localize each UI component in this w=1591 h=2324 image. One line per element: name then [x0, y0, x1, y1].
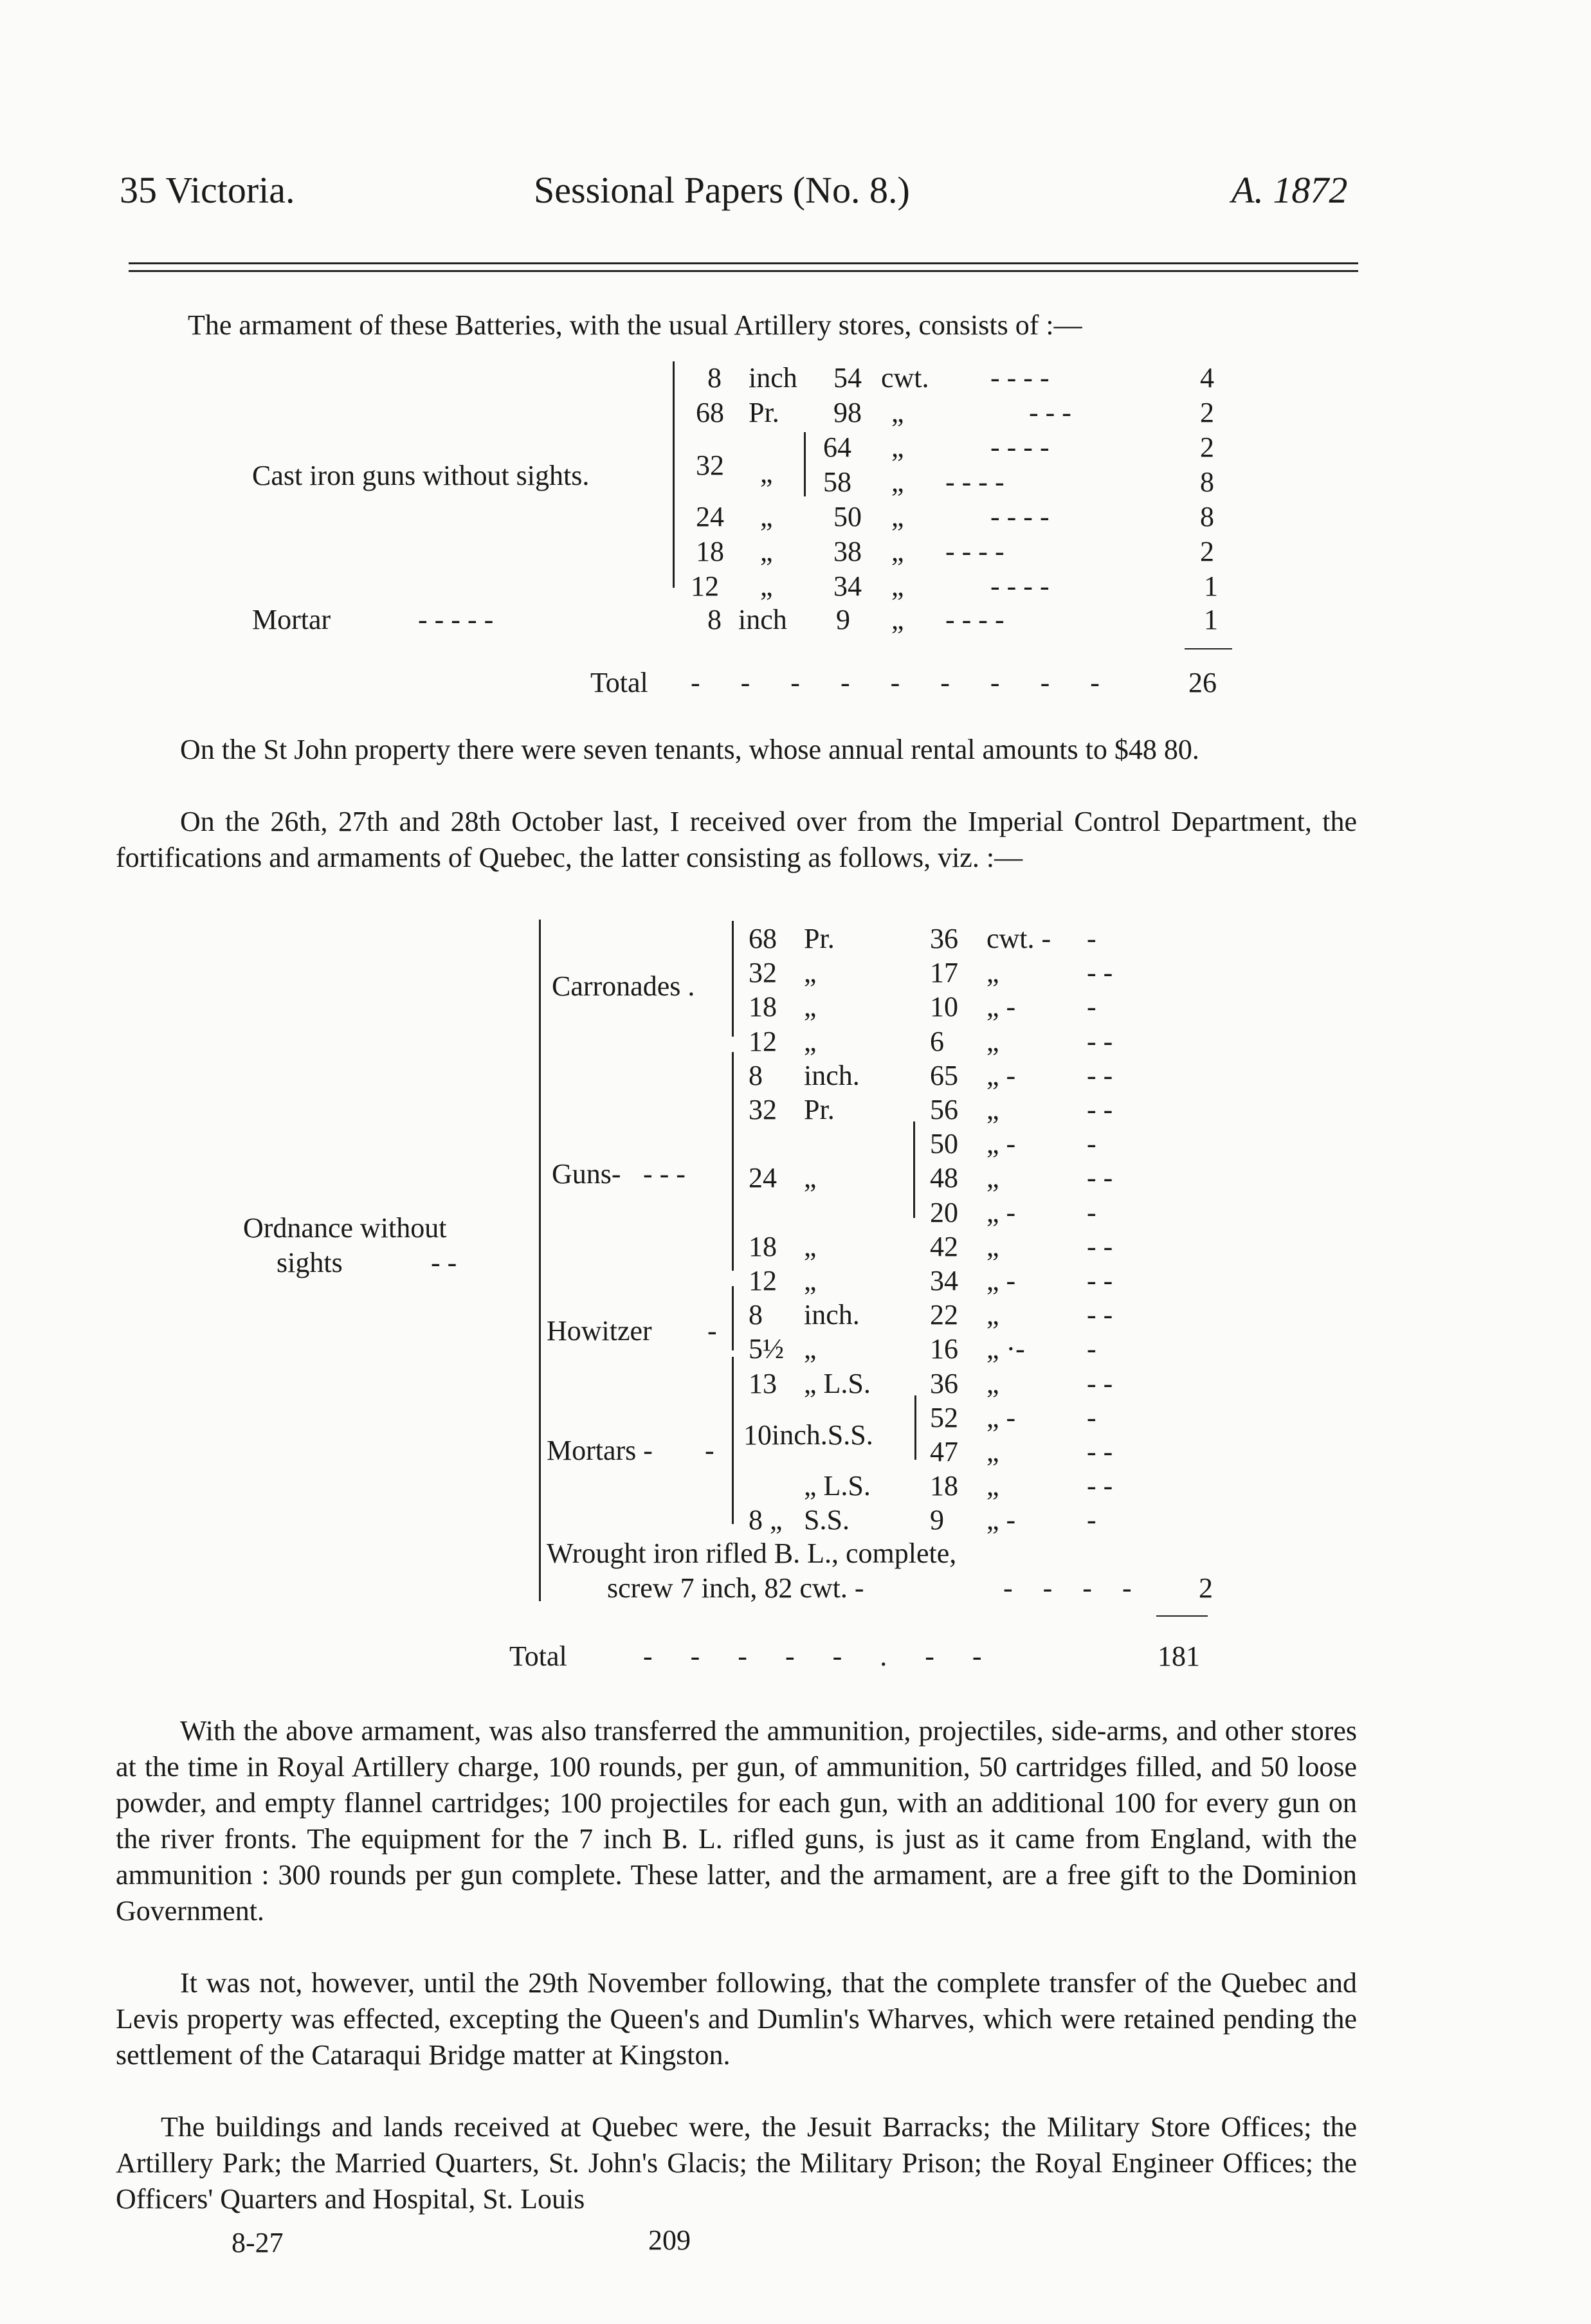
cast-iron-label: Cast iron guns without sights.: [252, 460, 590, 491]
t1-sub: 9: [836, 604, 850, 635]
paragraph-transfer: On the 26th, 27th and 28th October last, I received over from the Imperial Control Department, the fortifications and armaments of Quebec, the latter consisting as follows, viz. :—: [116, 806, 1357, 873]
t1-wt: „: [891, 466, 904, 498]
t2-howitzer-brace: [732, 1286, 734, 1350]
t2-cal: 32: [749, 957, 777, 989]
t2-cwt: „: [986, 1367, 999, 1399]
t2-weight: 9: [930, 1504, 944, 1536]
t2-weight: 42: [930, 1230, 958, 1262]
t2-unit: inch.: [804, 1299, 860, 1331]
header-rule-top: [129, 262, 1358, 264]
t1-num: 8: [1200, 501, 1214, 532]
t1-dots: - - - -: [990, 570, 1050, 602]
t1-dots: - - - -: [945, 536, 1005, 567]
t2-10inch-brace: [914, 1395, 916, 1460]
howitzer-dots: -: [707, 1315, 717, 1347]
guns-dots: - - -: [643, 1158, 686, 1190]
t2-cwt: „ ·-: [986, 1333, 1025, 1365]
wrought-line-1: Wrought iron rifled B. L., complete,: [547, 1538, 957, 1569]
t2-dots: -: [1087, 1504, 1096, 1536]
t2-dots: -: [1087, 1333, 1096, 1365]
t1-wt: cwt.: [881, 362, 929, 394]
t1-sub: 54: [833, 362, 862, 394]
t2-total-label: Total: [509, 1640, 567, 1672]
t2-weight: 48: [930, 1162, 958, 1194]
t2-cal: 13: [749, 1367, 777, 1399]
ordnance-label-1: Ordnance without: [243, 1212, 447, 1244]
t2-dots: -: [1087, 1401, 1096, 1433]
t1-unit: Pr.: [749, 397, 779, 428]
header-right: A. 1872: [1232, 169, 1348, 211]
t1-num: 4: [1200, 362, 1214, 394]
t2-cwt: „: [986, 1436, 999, 1467]
paragraph-complete-transfer: It was not, however, until the 29th November following, that the complete transfer of the Quebec and Levis property was effected, excepting the Queen's and Dumlin's Wharves, which were retained pending the settlement of the Cataraqui Bridge matter at Kingston.: [116, 1967, 1357, 2071]
t2-weight: 22: [930, 1299, 958, 1331]
t2-weight: 47: [930, 1436, 958, 1467]
mortars-label: Mortars -: [547, 1435, 653, 1466]
t2-cal: 68: [749, 923, 777, 954]
t2-cal: 8: [749, 1299, 763, 1331]
mortar-dots: - - - - -: [418, 604, 494, 635]
t2-cwt: „ -: [986, 1265, 1016, 1296]
t1-sub: 58: [823, 466, 851, 498]
t2-weight: 36: [930, 923, 958, 954]
t2-cwt: „ -: [986, 1504, 1016, 1536]
t2-weight: 16: [930, 1333, 958, 1365]
t2-weight: 17: [930, 957, 958, 989]
t2-sum-rule: [1156, 1615, 1208, 1617]
t2-cwt: „: [986, 1299, 999, 1331]
t2-dots: - -: [1087, 1025, 1113, 1057]
t2-dots: - -: [1087, 1162, 1113, 1194]
t2-cwt: „: [986, 1162, 999, 1194]
paragraph-ammunition: With the above armament, was also transferred the ammunition, projectiles, side-arms, and other stores at the time in Royal Artillery charge, 100 rounds, per gun, of ammunition, 50 cartridges filled, and 50 loose powder, and empty flannel cartridges; 100 projectiles for each gun, with an additional 100 for every gun on the river fronts. The equipment for the 7 inch B. L. rifled guns, is just as it came from England, with the ammunition : 300 rounds per gun complete. These latter, and the armament, are a free gift to the Dominion Government.: [116, 1715, 1357, 1927]
header-center: Sessional Papers (No. 8.): [534, 169, 910, 211]
wrought-num: 2: [1199, 1572, 1213, 1604]
t2-dots: - -: [1087, 1059, 1113, 1091]
t2-cwt: „ -: [986, 1401, 1016, 1433]
t1-sum-rule: [1185, 648, 1232, 649]
t2-cal: 12: [749, 1025, 777, 1057]
t1-wt: „: [891, 397, 904, 428]
t1-num: 1: [1204, 570, 1218, 602]
t1-wt: „: [891, 501, 904, 532]
t1-dots: - - -: [1029, 397, 1071, 428]
t2-unit: „: [804, 991, 817, 1023]
t2-weight: 52: [930, 1401, 958, 1433]
t1-sub: 38: [833, 536, 862, 567]
t2-cal: 8: [749, 1059, 763, 1091]
paragraph-buildings: The buildings and lands received at Quebec were, the Jesuit Barracks; the Military Store Offices; the Artillery Park; the Married Quarters, St. John's Glacis; the Military Prison; the Royal Engineer Offices; the Officers' Quarters and Hospital, St. Louis: [116, 2111, 1357, 2215]
t2-dots: - -: [1087, 1230, 1113, 1262]
t2-dots: - -: [1087, 1094, 1113, 1125]
t1-unit: inch: [749, 362, 797, 394]
t1-wt: „: [891, 536, 904, 567]
t2-cwt: „ -: [986, 1196, 1016, 1228]
t2-dots: - -: [1087, 1436, 1113, 1467]
t1-wt: „: [891, 604, 904, 635]
t1-cal: 68: [696, 397, 724, 428]
t2-unit: S.S.: [804, 1504, 850, 1536]
t1-wt: „: [891, 570, 904, 602]
t2-total-value: 181: [1158, 1640, 1200, 1672]
total-dots: - - - - - - - - -: [691, 667, 1116, 698]
t2-unit: „: [804, 1025, 817, 1057]
t1-cal: 32: [696, 449, 724, 481]
t1-cal: 18: [696, 536, 724, 567]
t2-unit: „ L.S.: [804, 1367, 871, 1399]
t2-dots: - -: [1087, 957, 1113, 989]
mortars-dots: -: [705, 1435, 714, 1466]
t1-num: 1: [1204, 604, 1218, 635]
t2-cal: 18: [749, 991, 777, 1023]
table1-subbrace: [804, 432, 806, 496]
t2-cal: 24: [749, 1162, 777, 1194]
t2-guns-brace: [732, 1052, 734, 1271]
t2-weight: 18: [930, 1470, 958, 1502]
t1-unit: „: [760, 457, 773, 489]
t2-unit: „: [804, 1162, 817, 1194]
t2-cal: 18: [749, 1230, 777, 1262]
t1-unit: „: [760, 570, 773, 602]
t2-cwt: „: [986, 957, 999, 989]
header-rule-bottom: [129, 270, 1358, 272]
howitzer-label: Howitzer: [547, 1315, 652, 1347]
t1-cal: 12: [691, 570, 719, 602]
t2-cwt: „ -: [986, 1128, 1016, 1160]
t1-wt: „: [891, 431, 904, 463]
t2-dots: - -: [1087, 1265, 1113, 1296]
t2-weight: 65: [930, 1059, 958, 1091]
t2-dots: -: [1087, 1196, 1096, 1228]
t2-unit: Pr.: [804, 1094, 835, 1125]
ordnance-dots: - -: [431, 1247, 457, 1278]
t1-dots: - - - -: [990, 501, 1050, 532]
t2-weight: 34: [930, 1265, 958, 1296]
mortar-label: Mortar: [252, 604, 331, 635]
paragraph-tenants: On the St John property there were seven tenants, whose annual rental amounts to $48 80.: [180, 734, 1199, 765]
carronades-label: Carronades .: [552, 970, 695, 1002]
t2-cwt: „: [986, 1230, 999, 1262]
t2-weight: 56: [930, 1094, 958, 1125]
t1-sub: 34: [833, 570, 862, 602]
page-number: 209: [648, 2224, 691, 2256]
t1-unit: inch: [738, 604, 787, 635]
t2-dots: -: [1087, 991, 1096, 1023]
t2-weight: 50: [930, 1128, 958, 1160]
t1-sub: 98: [833, 397, 862, 428]
t2-dots: -: [1087, 1128, 1096, 1160]
t1-cal: 24: [696, 501, 724, 532]
t1-dots: - - - -: [945, 466, 1005, 498]
t2-cal: 10inch.S.S.: [743, 1419, 873, 1451]
t2-cwt: „ -: [986, 1059, 1016, 1091]
t1-sub: 64: [823, 431, 851, 463]
total-value: 26: [1188, 667, 1217, 698]
t2-cal: 12: [749, 1265, 777, 1296]
guns-label: Guns-: [552, 1158, 621, 1190]
t2-weight: 20: [930, 1196, 958, 1228]
t2-unit: „ L.S.: [804, 1470, 871, 1502]
t2-outer-brace: [539, 920, 541, 1601]
t1-dots: - - - -: [990, 431, 1050, 463]
t1-dots: - - - -: [945, 604, 1005, 635]
t2-mortars-brace: [732, 1357, 734, 1524]
ordnance-label-2: sights: [277, 1247, 343, 1278]
t2-cal: 5½: [749, 1333, 784, 1365]
t2-unit: „: [804, 1265, 817, 1296]
footer-signature: 8-27: [232, 2227, 284, 2258]
t2-cwt: „ -: [986, 991, 1016, 1023]
t1-cal: 8: [707, 604, 722, 635]
t2-weight: 10: [930, 991, 958, 1023]
wrought-dots: - - - -: [1003, 1572, 1143, 1604]
t2-unit: „: [804, 1333, 817, 1365]
header-left: 35 Victoria.: [120, 169, 295, 211]
t1-num: 2: [1200, 536, 1214, 567]
t1-dots: - - - -: [990, 362, 1050, 394]
t2-cwt: „: [986, 1470, 999, 1502]
t2-total-dots: - - - - - . - -: [643, 1640, 997, 1672]
t2-dots: - -: [1087, 1299, 1113, 1331]
t2-weight: 6: [930, 1025, 944, 1057]
t2-unit: Pr.: [804, 923, 835, 954]
t2-unit: „: [804, 1230, 817, 1262]
t2-cal: 32: [749, 1094, 777, 1125]
t2-unit: „: [804, 957, 817, 989]
t2-24pr-brace: [913, 1121, 915, 1218]
t2-unit: inch.: [804, 1059, 860, 1091]
t2-dots: - -: [1087, 1470, 1113, 1502]
t1-sub: 50: [833, 501, 862, 532]
wrought-line-2: screw 7 inch, 82 cwt. -: [607, 1572, 864, 1604]
t2-dots: -: [1087, 923, 1096, 954]
t1-num: 8: [1200, 466, 1214, 498]
t1-num: 2: [1200, 397, 1214, 428]
intro-line: The armament of these Batteries, with the usual Artillery stores, consists of :—: [188, 309, 1082, 341]
t2-cal: 8 „: [749, 1504, 783, 1536]
t1-unit: „: [760, 501, 773, 532]
t1-cal: 8: [707, 362, 722, 394]
t2-cwt: „: [986, 1094, 999, 1125]
t1-num: 2: [1200, 431, 1214, 463]
t2-cwt: „: [986, 1025, 999, 1057]
t2-dots: - -: [1087, 1367, 1113, 1399]
total-label: Total: [590, 667, 648, 698]
t1-unit: „: [760, 536, 773, 567]
t2-weight: 36: [930, 1367, 958, 1399]
table1-brace: [673, 361, 675, 588]
t2-cwt: cwt. -: [986, 923, 1051, 954]
t2-carronade-brace: [732, 921, 734, 1037]
